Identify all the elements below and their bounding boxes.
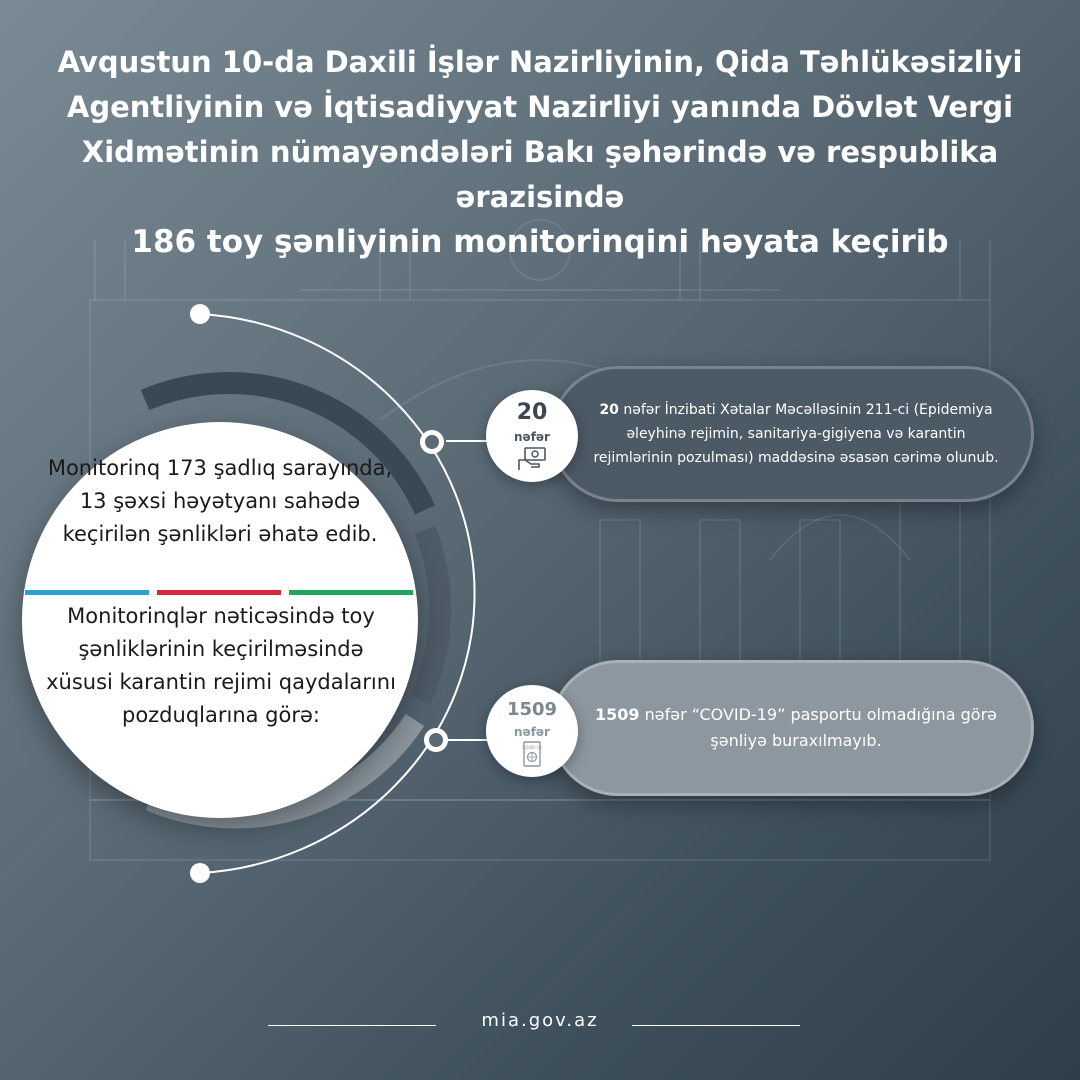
fined-count-number: 20: [516, 400, 548, 425]
flag-stripe-blue: [25, 590, 149, 595]
fined-info-text: [589, 398, 1003, 470]
title-line-1: Avqustun 10-da Daxili İşlər Nazirliyinin, Qida Təhlükəsizliyi: [57, 45, 1023, 79]
denied-count-unit: nəfər: [514, 725, 550, 739]
denied-count-badge: [486, 685, 578, 777]
fined-info-card: [550, 366, 1034, 502]
flag-stripe-red: [157, 590, 281, 595]
denied-count-number: 1509: [506, 699, 558, 720]
timeline-dot-top: [190, 304, 210, 324]
covid-passport-icon: [517, 741, 547, 767]
title-line-3: Xidmətinin nümayəndələri Bakı şəhərində və respublika ərazisində: [81, 135, 999, 214]
monitoring-result-text: Monitorinqlər nəticəsində toy şənliklərinin keçirilməsində xüsusi karantin rejimi qaydalarını pozduqlarına görə:: [46, 604, 396, 727]
footer-divider-right: [632, 1025, 800, 1026]
money-hand-icon: [517, 446, 547, 472]
timeline-node-2: [424, 728, 448, 752]
fined-count-badge: [486, 390, 578, 482]
denied-entry-text: [589, 702, 1003, 754]
fined-count-bold: 20: [599, 402, 619, 418]
flag-stripe-green: [289, 590, 413, 595]
monitoring-coverage-text: Monitorinq 173 şadlıq sarayında, 13 şəxsi həyətyanı sahədə keçirilən şənlikləri əhatə edib.: [47, 456, 393, 546]
main-info-circle: [22, 422, 418, 818]
title-line-4: 186 toy şənliyinin monitorinqini həyata keçirib: [131, 224, 949, 260]
footer-website[interactable]: mia.gov.az: [481, 1010, 599, 1031]
timeline-dot-bottom: [190, 863, 210, 883]
passport-label: COVID-19: [522, 745, 542, 750]
title-line-2: Agentliyinin və İqtisadiyyat Nazirliyi yanında Dövlət Vergi: [66, 90, 1014, 124]
denied-count-bold: 1509: [595, 705, 640, 724]
denied-entry-card: [550, 660, 1034, 796]
fined-description: nəfər İnzibati Xətalar Məcəlləsinin 211-ci (Epidemiya əleyhinə rejimin, sanitariya-gigiyena və karantin rejimlərinin pozulması) maddəsinə əsasən cərimə olunub.: [593, 402, 999, 466]
timeline-node-1: [420, 430, 444, 454]
denied-description: nəfər “COVID-19” pasportu olmadığına görə şənliyə buraxılmayıb.: [639, 705, 997, 750]
fined-count-unit: nəfər: [514, 430, 550, 444]
